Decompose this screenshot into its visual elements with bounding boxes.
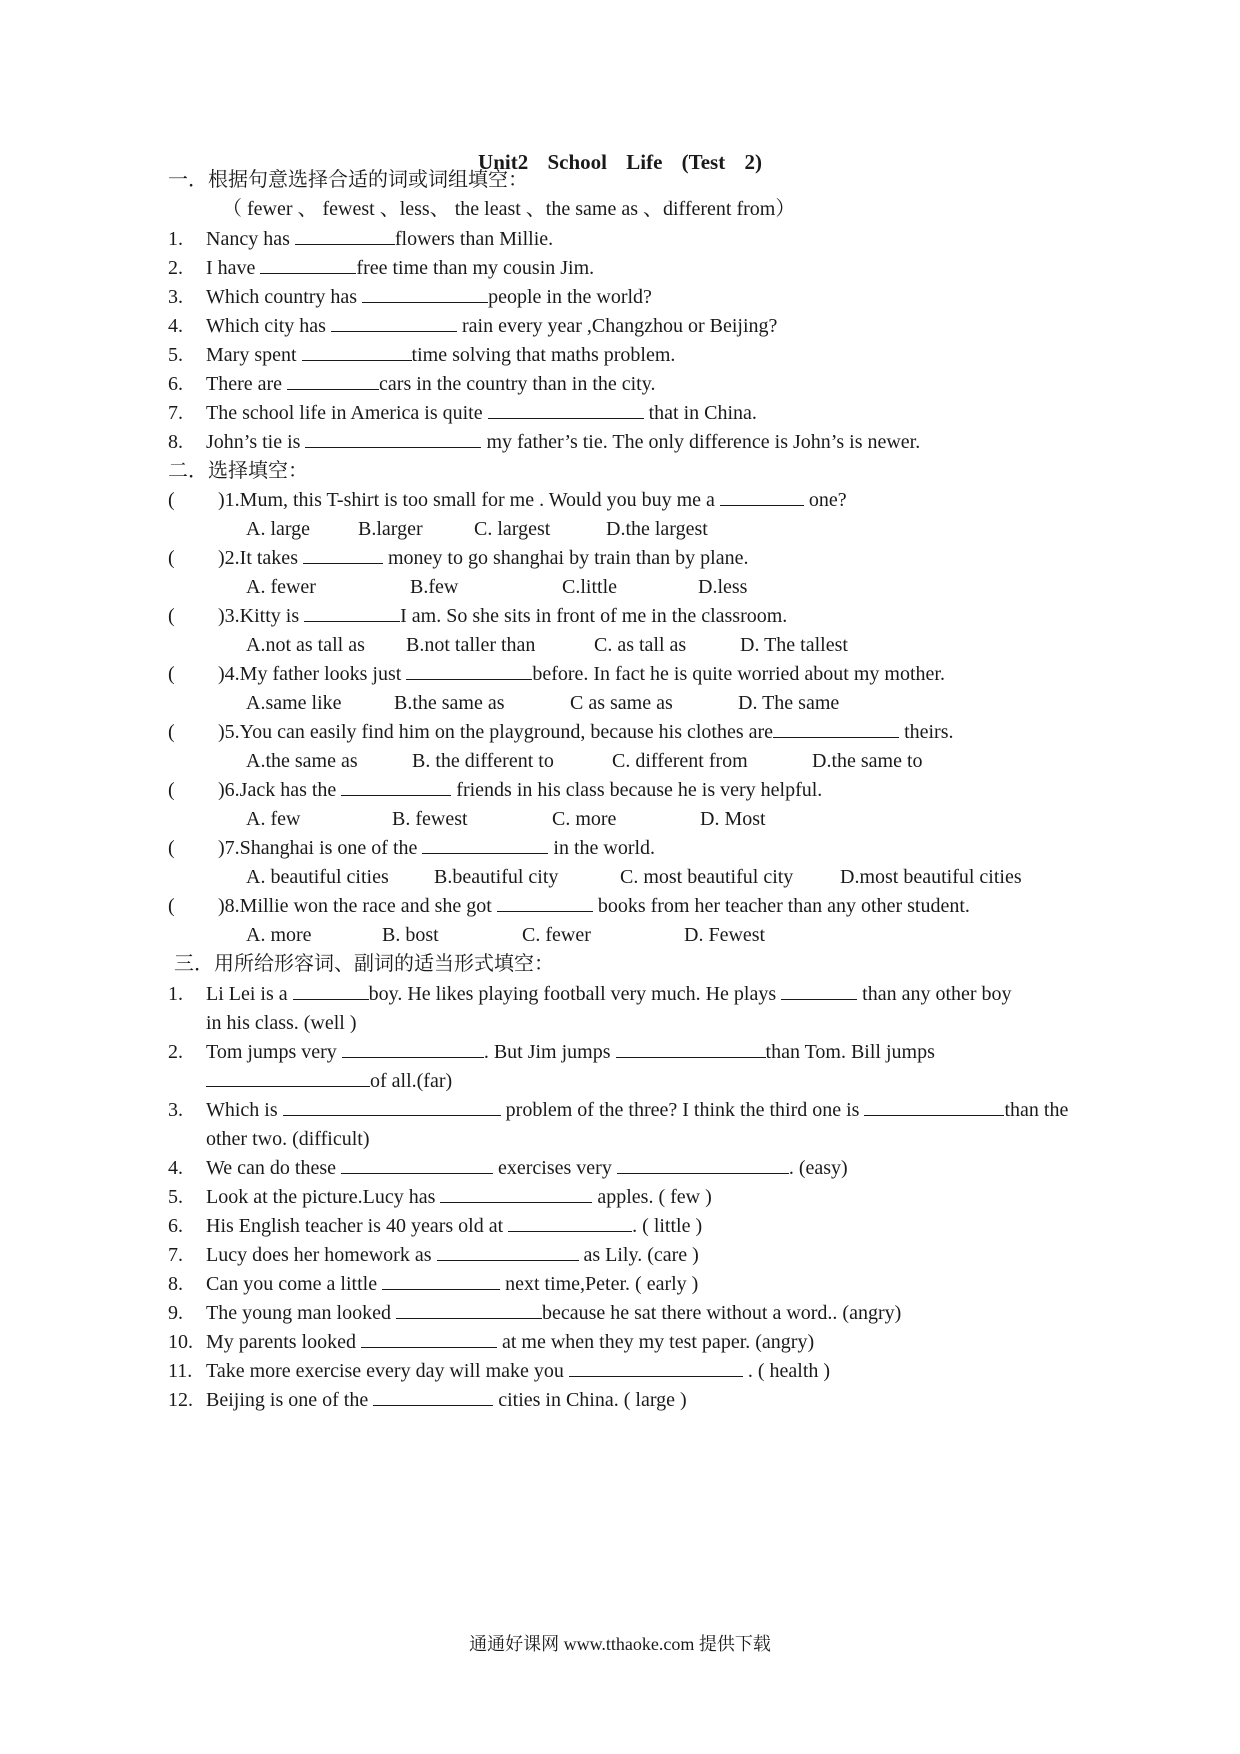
- answer-blank: [304, 603, 400, 622]
- answer-blank[interactable]: [373, 1387, 493, 1406]
- option-d[interactable]: D. Fewest: [684, 924, 766, 946]
- question-text: Take more exercise every day will make you . ( health ): [206, 1360, 831, 1382]
- answer-paren[interactable]: (: [168, 663, 175, 685]
- item-number: 9.: [168, 1302, 183, 1324]
- option-b[interactable]: B.the same as: [394, 692, 505, 714]
- item-number: 3.: [168, 286, 183, 308]
- answer-blank[interactable]: [437, 1242, 579, 1261]
- item-number: 2.: [168, 257, 183, 279]
- answer-paren[interactable]: (: [168, 547, 175, 569]
- item-number: 1.: [168, 228, 183, 250]
- answer-blank: [422, 835, 548, 854]
- word-bank: （ fewer 、 fewest 、less、 the least 、the same as 、different from）: [222, 198, 796, 220]
- question-text: )1.Mum, this T-shirt is too small for me . Would you buy me a one?: [218, 489, 847, 511]
- answer-paren[interactable]: (: [168, 489, 175, 511]
- option-d[interactable]: D.less: [698, 576, 748, 598]
- item-number: 4.: [168, 1157, 183, 1179]
- answer-blank[interactable]: [283, 1097, 501, 1116]
- answer-blank[interactable]: [440, 1184, 592, 1203]
- question-text: )4.My father looks just before. In fact he is quite worried about my mother.: [218, 663, 945, 685]
- option-a[interactable]: A. few: [246, 808, 301, 830]
- option-a[interactable]: A.the same as: [246, 750, 358, 772]
- answer-blank[interactable]: [260, 255, 356, 274]
- answer-blank[interactable]: [569, 1358, 743, 1377]
- item-number: 6.: [168, 373, 183, 395]
- question-continuation: of all.(far): [206, 1068, 452, 1094]
- item-number: 8.: [168, 431, 183, 453]
- question-text: Which country has people in the world?: [206, 286, 652, 308]
- section-1-heading: 一．根据句意选择合适的词或词组填空：: [168, 169, 528, 191]
- question-text: Lucy does her homework as as Lily. (care ): [206, 1244, 699, 1266]
- item-number: 8.: [168, 1273, 183, 1295]
- item-number: 6.: [168, 1215, 183, 1237]
- page-title: Unit2 School Life (Test 2): [478, 150, 762, 174]
- answer-blank[interactable]: [295, 226, 395, 245]
- answer-blank: [303, 545, 383, 564]
- question-continuation: other two. (difficult): [206, 1128, 370, 1150]
- question-text: Which city has rain every year ,Changzhou or Beijing?: [206, 315, 778, 337]
- question-text: The school life in America is quite that in China.: [206, 402, 757, 424]
- question-text: Beijing is one of the cities in China. ( large ): [206, 1389, 687, 1411]
- option-b[interactable]: B.larger: [358, 518, 423, 540]
- option-d[interactable]: D. The same: [738, 692, 840, 714]
- answer-blank[interactable]: [488, 400, 644, 419]
- question-text: )2.It takes money to go shanghai by train than by plane.: [218, 547, 749, 569]
- answer-blank[interactable]: [361, 1329, 497, 1348]
- option-c[interactable]: C. different from: [612, 750, 748, 772]
- answer-blank[interactable]: [302, 342, 412, 361]
- page-footer: 通通好课网 www.tthaoke.com 提供下载: [469, 1634, 771, 1654]
- answer-paren[interactable]: (: [168, 605, 175, 627]
- answer-blank[interactable]: [287, 371, 379, 390]
- answer-blank[interactable]: [342, 1039, 484, 1058]
- question-text: Which is problem of the three? I think the third one is than the: [206, 1099, 1069, 1121]
- question-text: Nancy has flowers than Millie.: [206, 228, 554, 250]
- option-c[interactable]: C. fewer: [522, 924, 591, 946]
- answer-blank[interactable]: [305, 429, 481, 448]
- answer-paren[interactable]: (: [168, 779, 175, 801]
- option-a[interactable]: A. more: [246, 924, 312, 946]
- answer-blank[interactable]: [382, 1271, 500, 1290]
- option-a[interactable]: A. beautiful cities: [246, 866, 389, 888]
- option-b[interactable]: B.few: [410, 576, 459, 598]
- item-number: 5.: [168, 1186, 183, 1208]
- section-2-heading: 二．选择填空：: [168, 460, 308, 482]
- item-number: 5.: [168, 344, 183, 366]
- answer-blank: [720, 487, 804, 506]
- answer-blank[interactable]: [206, 1068, 370, 1087]
- answer-paren[interactable]: (: [168, 895, 175, 917]
- option-b[interactable]: B. the different to: [412, 750, 554, 772]
- question-text: )8.Millie won the race and she got books from her teacher than any other student.: [218, 895, 970, 917]
- answer-blank: [497, 893, 593, 912]
- option-b[interactable]: B. bost: [382, 924, 439, 946]
- answer-blank[interactable]: [781, 981, 857, 1000]
- question-text: )6.Jack has the friends in his class because he is very helpful.: [218, 779, 823, 801]
- question-text: Li Lei is a boy. He likes playing football very much. He plays than any other boy: [206, 983, 1012, 1005]
- answer-paren[interactable]: (: [168, 721, 175, 743]
- question-text: )5.You can easily find him on the playground, because his clothes are theirs.: [218, 721, 954, 743]
- answer-blank[interactable]: [293, 981, 369, 1000]
- option-c[interactable]: C. largest: [474, 518, 551, 540]
- option-d[interactable]: D.the largest: [606, 518, 708, 540]
- question-text: )7.Shanghai is one of the in the world.: [218, 837, 656, 859]
- question-continuation: in his class. (well ): [206, 1012, 357, 1034]
- item-number: 7.: [168, 402, 183, 424]
- option-a[interactable]: A. large: [246, 518, 311, 540]
- question-text: I have free time than my cousin Jim.: [206, 257, 595, 279]
- question-text: )3.Kitty is I am. So she sits in front of me in the classroom.: [218, 605, 788, 627]
- question-text: My parents looked at me when they my test paper. (angry): [206, 1331, 815, 1353]
- option-a[interactable]: A.not as tall as: [246, 634, 365, 656]
- question-text: Look at the picture.Lucy has apples. ( few ): [206, 1186, 712, 1208]
- option-b[interactable]: B.not taller than: [406, 634, 536, 656]
- answer-blank: [773, 719, 899, 738]
- answer-blank: [341, 777, 451, 796]
- question-text: John’s tie is my father’s tie. The only difference is John’s is newer.: [206, 431, 921, 453]
- item-number: 2.: [168, 1041, 183, 1063]
- option-b[interactable]: B. fewest: [392, 808, 468, 830]
- option-c[interactable]: C.little: [562, 576, 617, 598]
- item-number: 1.: [168, 983, 183, 1005]
- option-c[interactable]: C as same as: [570, 692, 673, 714]
- question-text: We can do these exercises very . (easy): [206, 1157, 848, 1179]
- item-number: 12.: [168, 1389, 193, 1411]
- answer-blank[interactable]: [331, 313, 457, 332]
- question-text: There are cars in the country than in the city.: [206, 373, 656, 395]
- answer-blank[interactable]: [864, 1097, 1004, 1116]
- question-text: Mary spent time solving that maths problem.: [206, 344, 676, 366]
- answer-blank: [406, 661, 532, 680]
- question-text: Can you come a little next time,Peter. ( early ): [206, 1273, 699, 1295]
- option-a[interactable]: A. fewer: [246, 576, 316, 598]
- option-d[interactable]: D.the same to: [812, 750, 923, 772]
- item-number: 3.: [168, 1099, 183, 1121]
- option-b[interactable]: B.beautiful city: [434, 866, 559, 888]
- answer-blank[interactable]: [341, 1155, 493, 1174]
- question-text: The young man looked because he sat there without a word.. (angry): [206, 1302, 902, 1324]
- option-d[interactable]: D.most beautiful cities: [840, 866, 1022, 888]
- option-d[interactable]: D. The tallest: [740, 634, 848, 656]
- question-text: Tom jumps very . But Jim jumps than Tom. Bill jumps: [206, 1041, 935, 1063]
- item-number: 4.: [168, 315, 183, 337]
- option-d[interactable]: D. Most: [700, 808, 766, 830]
- answer-blank[interactable]: [616, 1039, 766, 1058]
- answer-blank[interactable]: [362, 284, 488, 303]
- section-3-heading: 三．用所给形容词、副词的适当形式填空：: [174, 953, 554, 975]
- answer-blank[interactable]: [396, 1300, 542, 1319]
- option-c[interactable]: C. more: [552, 808, 617, 830]
- answer-blank[interactable]: [508, 1213, 632, 1232]
- item-number: 10.: [168, 1331, 193, 1353]
- option-a[interactable]: A.same like: [246, 692, 342, 714]
- item-number: 7.: [168, 1244, 183, 1266]
- answer-blank[interactable]: [617, 1155, 789, 1174]
- question-text: His English teacher is 40 years old at . ( little ): [206, 1215, 703, 1237]
- option-c[interactable]: C. as tall as: [594, 634, 687, 656]
- answer-paren[interactable]: (: [168, 837, 175, 859]
- item-number: 11.: [168, 1360, 193, 1382]
- option-c[interactable]: C. most beautiful city: [620, 866, 794, 888]
